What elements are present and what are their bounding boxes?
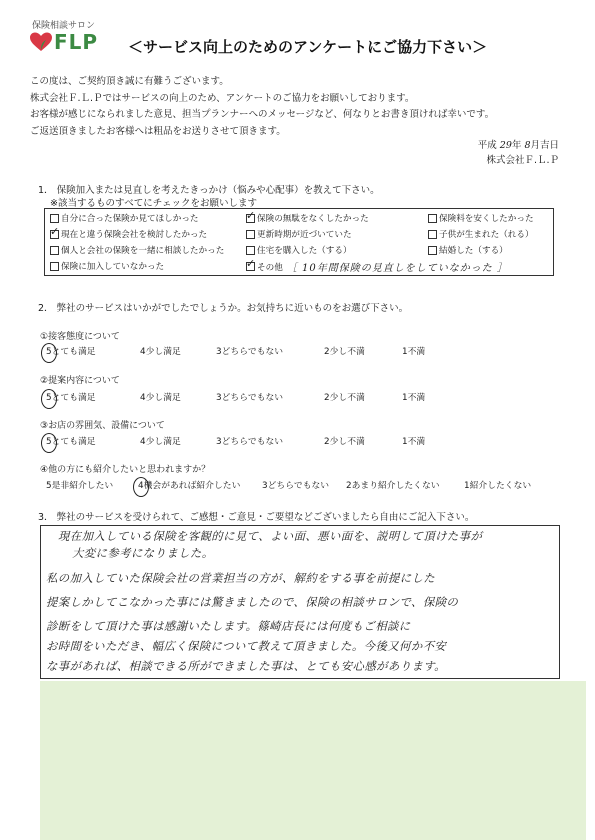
- date-year-unit: 年: [511, 140, 522, 151]
- rating-option-5[interactable]: [46, 434, 96, 447]
- question-3: 3． 弊社のサービスを受けられて、ご感想・ご意見・ご要望などございましたら自由にご記入下さい。: [38, 512, 475, 523]
- rating-option-4[interactable]: 4少し満足: [140, 393, 181, 403]
- sub-question-proposal: ②提案内容について: [40, 376, 120, 386]
- date-month: 8: [524, 140, 531, 151]
- intro-line: お客様が感じになられました意見、担当プランナーへのメッセージなど、何なりとお書き頂ければ幸いです。: [30, 109, 495, 120]
- rating-option-2[interactable]: 2少し不満: [324, 393, 365, 403]
- option-house-purchase[interactable]: 住宅を購入した（する）: [246, 244, 352, 256]
- comment-line: 私の加入していた保険会社の営業担当の方が、解約をする事を前提にした: [46, 571, 436, 585]
- selected-circle: 5とても満足: [46, 437, 96, 447]
- company-name: 株式会社Ｆ.Ｌ.Ｐ: [486, 155, 559, 166]
- question-1-note: ※該当するものすべてにチェックをお願いします: [50, 198, 257, 209]
- sub-question-referral: ④他の方にも紹介したいと思われますか？: [40, 465, 211, 475]
- referral-option-4[interactable]: [138, 478, 240, 491]
- rating-option-3[interactable]: 3どちらでもない: [216, 347, 284, 357]
- rating-option-5[interactable]: [46, 344, 96, 357]
- option-personal-corporate[interactable]: 個人と会社の保険を一緒に相談したかった: [50, 244, 224, 256]
- rating-option-1[interactable]: 1不満: [402, 393, 426, 403]
- referral-option-5[interactable]: 5是非紹介したい: [46, 481, 114, 491]
- checkbox[interactable]: [50, 214, 59, 223]
- comment-line: 大変に参考になりました。: [72, 546, 214, 560]
- intro-text: [30, 74, 494, 140]
- date-year: 29: [499, 140, 512, 151]
- heart-logo-icon: [30, 32, 52, 52]
- rating-option-3[interactable]: 3どちらでもない: [216, 393, 284, 403]
- intro-line: この度は、ご契約頂き誠に有難うございます。: [30, 76, 229, 87]
- rating-option-2[interactable]: 2少し不満: [324, 347, 365, 357]
- intro-line: ご返送頂きましたお客様へは粗品をお送りさせて頂きます。: [30, 125, 286, 137]
- checkbox[interactable]: [246, 246, 255, 255]
- option-fit-check[interactable]: 自分に合った保険か見てほしかった: [50, 212, 199, 224]
- selected-circle: 5とても満足: [46, 393, 96, 403]
- comment-line: 現在加入している保険を客観的に見て、よい面、悪い面を、説明して頂けた事が: [58, 529, 483, 543]
- checkbox-checked[interactable]: [50, 230, 59, 239]
- option-other[interactable]: ✓ その他 ［ 10年間保険の見直しをしていなかった ］: [246, 259, 508, 274]
- referral-option-1[interactable]: 1紹介したくない: [464, 481, 532, 491]
- rating-option-4[interactable]: 4少し満足: [140, 347, 181, 357]
- comment-line: 診断をして頂けた事は感謝いたします。篠崎店長には何度もご相談に: [46, 619, 411, 633]
- rating-option-1[interactable]: 1不満: [402, 437, 426, 447]
- option-renewal[interactable]: 更新時期が近づいていた: [246, 228, 352, 240]
- question-1: 1． 保険加入または見直しを考えたきっかけ（悩みや心配事）を教えて下さい。: [38, 185, 380, 196]
- rating-option-5[interactable]: [46, 390, 96, 403]
- logo-subtitle: 保険相談サロン: [32, 21, 96, 31]
- checkbox-checked[interactable]: [246, 214, 255, 223]
- rating-option-2[interactable]: 2少し不満: [324, 437, 365, 447]
- option-not-insured[interactable]: 保険に加入していなかった: [50, 260, 164, 272]
- option-lower-premium[interactable]: 保険料を安くしたかった: [428, 212, 534, 224]
- bottom-panel: [40, 681, 586, 840]
- checkbox[interactable]: [428, 230, 437, 239]
- referral-option-2[interactable]: 2あまり紹介したくない: [346, 481, 440, 491]
- page-title: ＜サービス向上のためのアンケートにご協力下さい＞: [128, 38, 488, 56]
- other-handwritten-answer: ［ 10年間保険の見直しをしていなかった ］: [286, 263, 508, 274]
- rating-option-3[interactable]: 3どちらでもない: [216, 437, 284, 447]
- option-married[interactable]: 結婚した（する）: [428, 244, 508, 256]
- logo-wordmark: FLP: [54, 30, 99, 54]
- comment-line: な事があれば、相談できる所ができました事は、とても安心感があります。: [46, 659, 446, 673]
- date-block: [478, 138, 559, 168]
- option-child-born[interactable]: 子供が生まれた（れる）: [428, 228, 534, 240]
- checkbox-checked[interactable]: [246, 262, 255, 271]
- option-other-insurer[interactable]: ✓ 現在と違う保険会社を検討したかった: [50, 228, 207, 240]
- option-reduce-waste[interactable]: ✓ 保険の無駄をなくしたかった: [246, 212, 369, 224]
- date-era: 平成: [477, 140, 497, 151]
- date-suffix: 月吉日: [530, 140, 559, 151]
- comment-line: 提案しかしてこなかった事には驚きましたので、保険の相談サロンで、保険の: [46, 595, 459, 609]
- selected-circle: 4機会があれば紹介したい: [138, 481, 241, 491]
- rating-option-1[interactable]: 1不満: [402, 347, 426, 357]
- checkbox[interactable]: [428, 214, 437, 223]
- checkbox[interactable]: [246, 230, 255, 239]
- intro-line: 株式会社Ｆ.Ｌ.Ｐではサービスの向上のため、アンケートのご協力をお願いしております。: [30, 92, 415, 104]
- referral-option-3[interactable]: 3どちらでもない: [262, 481, 330, 491]
- rating-option-4[interactable]: 4少し満足: [140, 437, 181, 447]
- comment-line: お時間をいただき、幅広く保険について教えて頂きました。今後又何か不安: [46, 639, 447, 653]
- question-2: 2． 弊社のサービスはいかがでしたでしょうか。お気持ちに近いものをお選び下さい。: [38, 303, 409, 314]
- selected-circle: 5とても満足: [46, 347, 96, 357]
- checkbox[interactable]: [428, 246, 437, 255]
- checkbox[interactable]: [50, 246, 59, 255]
- survey-date: [478, 138, 559, 153]
- sub-question-service: ①接客態度について: [40, 332, 120, 342]
- checkbox[interactable]: [50, 262, 59, 271]
- sub-question-atmosphere: ③お店の雰囲気、設備について: [40, 421, 165, 431]
